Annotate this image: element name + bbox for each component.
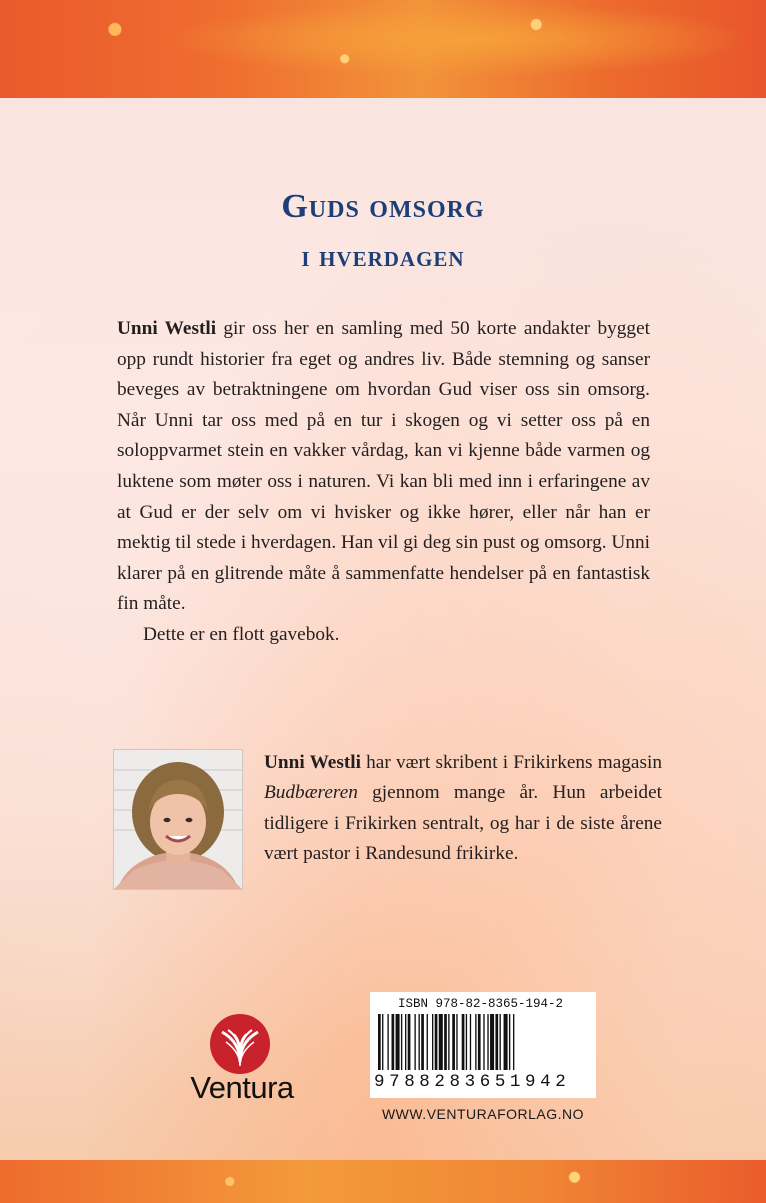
barcode-bars-icon (378, 1014, 588, 1074)
bottom-decorative-band (0, 1160, 766, 1203)
isbn-label: ISBN 978-82-8365-194-2 (398, 997, 564, 1011)
blurb-author-name: Unni Westli (117, 318, 217, 339)
ean-number: 9788283651942 (374, 1072, 571, 1092)
barcode (370, 992, 596, 1098)
author-photo (113, 749, 243, 890)
book-title-line2: i hverdagen (301, 240, 465, 273)
publisher-logo (180, 1012, 310, 1112)
blurb-paragraph (117, 314, 650, 620)
top-decorative-band (0, 0, 766, 98)
bio-text-part1: har vært skribent i Frikirkens magasin (360, 752, 662, 773)
bio-magazine-title: Budbæreren (264, 782, 358, 804)
publisher-name: Ventura (190, 1070, 294, 1105)
bio-paragraph (264, 748, 662, 870)
ventura-logo-icon (208, 1012, 272, 1076)
blurb-text: gir oss her en samling med 50 korte andakter bygget opp rundt historier fra eget og andres liv. Både stemning og sanser beveges av betraktningene om hvordan Gud viser oss sin omsorg. Når Unni tar oss med på en tur i skogen og vi setter oss på en soloppvarmet stein en vakker vårdag, kan vi kjenne både varmen og luktene som møter oss i naturen. Vi kan bli med inn i erfaringene av at Gud er der selv om vi hvisker og ikke hører, eller når han er mektig til stede i hverdagen. Han vil gi deg sin pust og omsorg. Unni klarer på en glitrende måte å sammenfatte hendelser på en fantastisk fin måte. (117, 318, 650, 615)
author-bio (264, 748, 662, 870)
blurb (117, 314, 650, 651)
author-portrait-icon (114, 750, 242, 889)
bio-text-part2: gjennom mange år. Hun arbeidet tidligere i Frikirken sentralt, og har i de siste årene vært pastor i Randesund frikirke. (264, 782, 662, 865)
bio-author-name: Unni Westli (264, 752, 361, 773)
book-title-line1: Guds omsorg (281, 188, 485, 225)
publisher-website: WWW.VENTURAFORLAG.NO (381, 1106, 585, 1122)
blurb-closing: Dette er en flott gavebok. (143, 623, 340, 645)
